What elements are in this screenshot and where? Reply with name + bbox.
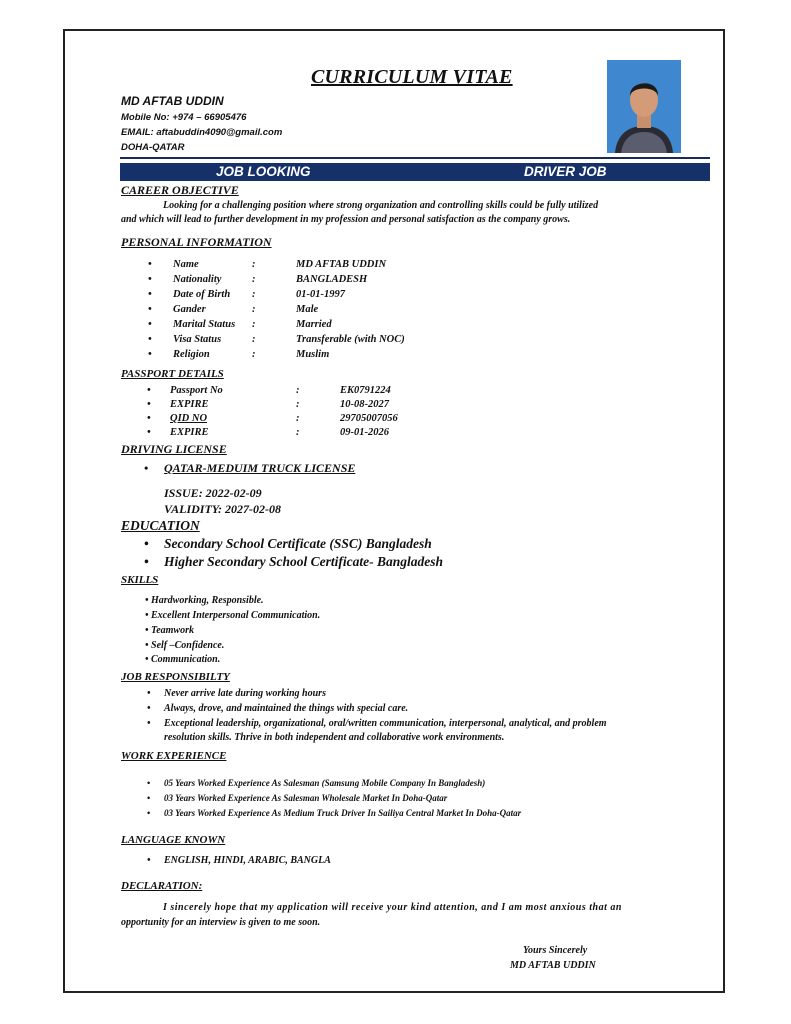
passport-sep: : xyxy=(296,385,300,396)
responsibility-bullet: • xyxy=(147,703,151,714)
passport-label: QID NO xyxy=(170,413,208,424)
skill-item: • Hardworking, Responsible. xyxy=(145,595,264,606)
skill-item: • Teamwork xyxy=(145,625,194,636)
banner-right-label: DRIVER JOB xyxy=(524,164,607,179)
personal-value: Transferable (with NOC) xyxy=(296,334,405,345)
personal-label: Religion xyxy=(173,349,210,360)
personal-row: • xyxy=(148,349,152,360)
passport-heading: PASSPORT DETAILS xyxy=(121,368,224,380)
profile-photo xyxy=(607,60,681,153)
skill-item: • Self –Confidence. xyxy=(145,640,225,651)
experience-item: 05 Years Worked Experience As Salesman (Samsung Mobile Company In Bangladesh) xyxy=(164,778,486,788)
language-item: ENGLISH, HINDI, ARABIC, BANGLA xyxy=(164,855,331,866)
personal-row: • xyxy=(148,289,152,300)
skill-text: Self –Confidence. xyxy=(151,640,225,651)
responsibility-bullet: • xyxy=(147,688,151,699)
experience-bullet: • xyxy=(147,793,151,803)
responsibility-item-continued: resolution skills. Thrive in both independent and collaborative work environments. xyxy=(164,732,505,743)
passport-bullet: • xyxy=(147,413,151,424)
experience-bullet: • xyxy=(147,808,151,818)
personal-sep: : xyxy=(252,319,256,330)
passport-bullet: • xyxy=(147,385,151,396)
skill-item: • Communication. xyxy=(145,654,221,665)
experience-item: 03 Years Worked Experience As Medium Truck Driver In Sailiya Central Market In Doha-Qatar xyxy=(164,808,522,818)
applicant-name: MD AFTAB UDDIN xyxy=(121,94,224,108)
skill-text: Teamwork xyxy=(151,625,194,636)
passport-label: EXPIRE xyxy=(170,427,209,438)
responsibility-bullet: • xyxy=(147,718,151,729)
passport-label: Passport No xyxy=(170,385,223,396)
personal-sep: : xyxy=(252,304,256,315)
passport-label: EXPIRE xyxy=(170,399,209,410)
email-address: EMAIL: aftabuddin4090@gmail.com xyxy=(121,127,283,138)
mobile-number: Mobile No: +974 – 66905476 xyxy=(121,112,247,123)
driving-license-heading: DRIVING LICENSE xyxy=(121,442,227,456)
declaration-line: opportunity for an interview is given to me soon. xyxy=(121,917,321,928)
personal-label: Nationality xyxy=(173,274,222,285)
language-bullet: • xyxy=(147,855,151,866)
personal-value: Male xyxy=(296,304,319,315)
personal-value: MD AFTAB UDDIN xyxy=(296,259,387,270)
personal-sep: : xyxy=(252,259,256,270)
personal-row: • xyxy=(148,319,152,330)
skill-text: Hardworking, Responsible. xyxy=(151,595,264,606)
education-bullet: • xyxy=(144,554,149,569)
responsibility-item: Exceptional leadership, organizational, oral/written communication, interpersonal, analytical, and problem xyxy=(164,718,607,729)
personal-value: Married xyxy=(296,319,332,330)
personal-sep: : xyxy=(252,334,256,345)
header-divider xyxy=(120,157,710,159)
experience-item: 03 Years Worked Experience As Salesman Wholesale Market In Doha-Qatar xyxy=(164,793,448,803)
personal-row: • xyxy=(148,304,152,315)
personal-label: Gander xyxy=(173,304,206,315)
personal-label: Name xyxy=(173,259,199,270)
personal-row: • xyxy=(148,274,152,285)
personal-value: 01-01-1997 xyxy=(296,289,345,300)
education-bullet: • xyxy=(144,536,149,551)
banner-left-label: JOB LOOKING xyxy=(216,164,311,179)
declaration-line: I sincerely hope that my application will receive your kind attention, and I am most anxious that an xyxy=(163,902,622,913)
closing-text: Yours Sincerely xyxy=(523,945,588,956)
license-bullet: • xyxy=(144,461,149,475)
responsibility-heading: JOB RESPONSIBILTY xyxy=(121,671,230,683)
skills-heading: SKILLS xyxy=(121,574,159,586)
experience-bullet: • xyxy=(147,778,151,788)
location: DOHA-QATAR xyxy=(121,142,185,153)
skill-text: Excellent Interpersonal Communication. xyxy=(151,610,321,621)
passport-sep: : xyxy=(296,427,300,438)
education-item: Higher Secondary School Certificate- Bangladesh xyxy=(164,554,444,569)
personal-value: BANGLADESH xyxy=(296,274,368,285)
personal-label: Marital Status xyxy=(173,319,236,330)
personal-row: • xyxy=(148,334,152,345)
license-item: QATAR-MEDUIM TRUCK LICENSE xyxy=(164,461,356,475)
responsibility-item: Never arrive late during working hours xyxy=(164,688,326,699)
job-banner xyxy=(120,163,710,181)
passport-bullet: • xyxy=(147,399,151,410)
skill-item: • Excellent Interpersonal Communication. xyxy=(145,610,321,621)
personal-sep: : xyxy=(252,274,256,285)
responsibility-item: Always, drove, and maintained the things with special care. xyxy=(164,703,409,714)
document-title: CURRICULUM VITAE xyxy=(311,66,513,88)
education-heading: EDUCATION xyxy=(121,518,200,533)
passport-bullet: • xyxy=(147,427,151,438)
personal-label: Date of Birth xyxy=(173,289,231,300)
skill-text: Communication. xyxy=(151,654,221,665)
personal-info-heading: PERSONAL INFORMATION xyxy=(121,235,272,249)
passport-value: 10-08-2027 xyxy=(340,399,389,410)
education-item: Secondary School Certificate (SSC) Bangladesh xyxy=(164,536,432,551)
personal-sep: : xyxy=(252,349,256,360)
language-heading: LANGUAGE KNOWN xyxy=(121,834,226,846)
passport-sep: : xyxy=(296,413,300,424)
passport-value: 29705007056 xyxy=(340,413,398,424)
personal-value: Muslim xyxy=(296,349,330,360)
work-experience-heading: WORK EXPERIENCE xyxy=(121,750,227,762)
license-issue: ISSUE: 2022-02-09 xyxy=(164,486,262,500)
passport-value: 09-01-2026 xyxy=(340,427,389,438)
personal-row: • xyxy=(148,259,152,270)
career-objective-line: Looking for a challenging position where strong organization and controlling skills could be fully utilized xyxy=(163,200,599,211)
passport-value: EK0791224 xyxy=(340,385,391,396)
career-objective-line: and which will lead to further development in my profession and personal satisfaction as the company grows. xyxy=(121,214,571,225)
passport-sep: : xyxy=(296,399,300,410)
career-objective-heading: CAREER OBJECTIVE xyxy=(121,183,239,197)
personal-label: Visa Status xyxy=(173,334,222,345)
personal-sep: : xyxy=(252,289,256,300)
signature-name: MD AFTAB UDDIN xyxy=(510,960,596,971)
declaration-heading: DECLARATION: xyxy=(121,880,203,892)
license-validity: VALIDITY: 2027-02-08 xyxy=(164,502,281,516)
